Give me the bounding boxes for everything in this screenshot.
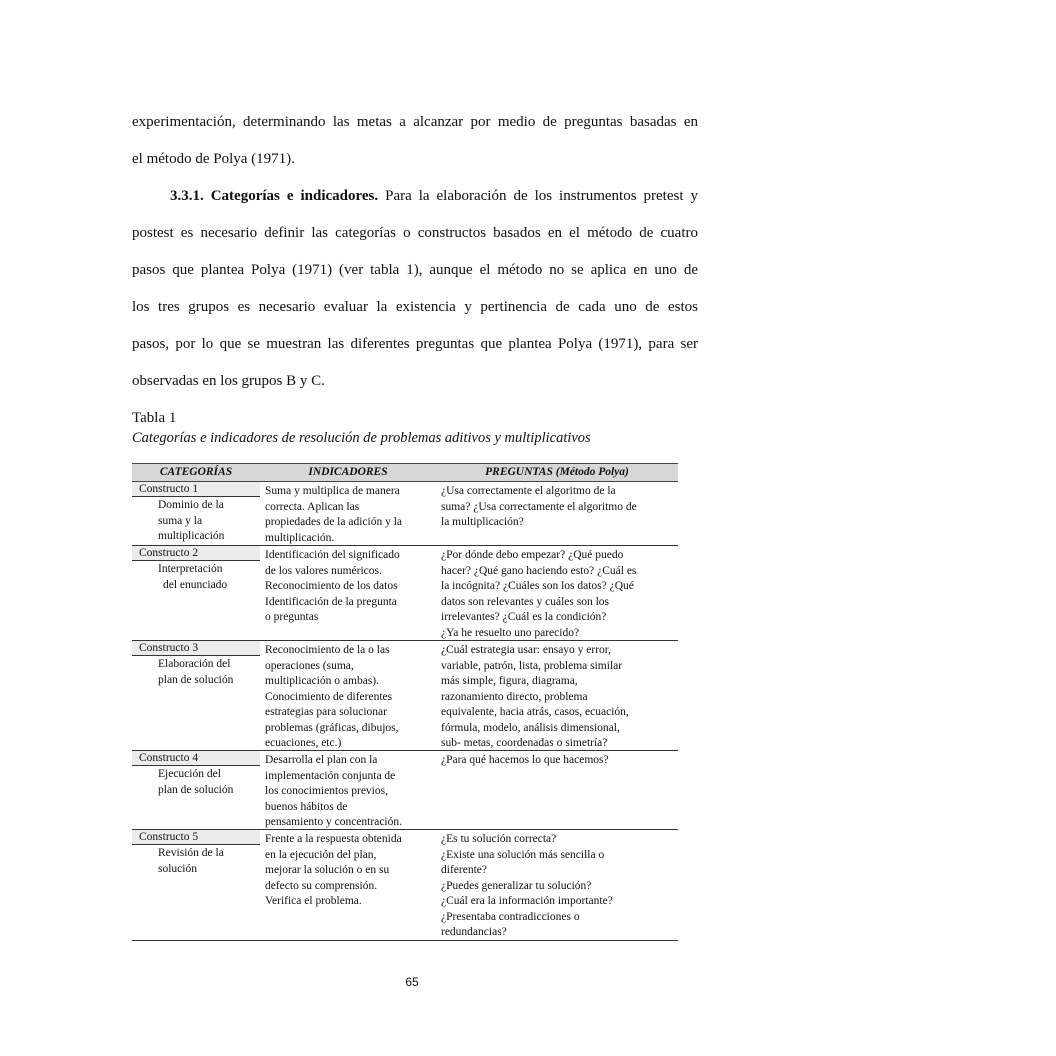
category-name-line: Ejecución del [158,768,221,780]
construct-label: Constructo 4 [132,751,260,766]
table-label: Tabla 1 [132,410,177,426]
indicator-line: en la ejecución del plan, [265,848,377,861]
category-name [132,845,258,877]
header-preguntas: PREGUNTAS (Método Polya) [485,466,629,478]
indicator-line: o preguntas [265,611,319,623]
header-indicadores: INDICADORES [308,466,388,478]
page-number: 65 [405,975,419,989]
table-header [132,463,678,482]
category-name [132,497,258,545]
indicator-cell [260,751,435,829]
category-cell [132,751,260,829]
question-line: la multiplicación? [441,516,524,528]
questions-cell [435,546,677,640]
indicator-line: correcta. Aplican las [265,500,360,513]
text-line: pasos, por lo que se muestran las diferentes preguntas que plantea Polya (1971), para ser [132,336,698,352]
question-line: ¿Cuál era la información importante? [441,895,613,907]
section-paragraph [132,178,698,400]
construct-label: Constructo 3 [132,641,260,656]
indicator-line: buenos hábitos de [265,800,348,813]
indicator-line: problemas (gráficas, dibujos, [265,721,399,734]
category-name-line: Revisión de la [158,847,224,859]
question-line: fórmula, modelo, análisis dimensional, [441,721,620,734]
category-name-line: solución [158,862,197,875]
table-row [132,545,678,640]
indicator-line: Identificación del significado [265,549,400,561]
questions-cell [435,641,677,750]
text-line: observadas en los grupos B y C. [132,373,325,389]
question-line: la incógnita? ¿Cuáles son los datos? ¿Qué [441,580,634,592]
question-line: razonamiento directo, problema [441,690,588,703]
indicator-line: de los valores numéricos. [265,564,382,577]
question-line: ¿Existe una solución más sencilla o [441,848,605,861]
construct-label: Constructo 1 [132,482,260,497]
category-cell [132,830,260,940]
categories-table [132,463,678,941]
indicator-line: Reconocimiento de la o las [265,644,390,656]
indicator-line: multiplicación o ambas). [265,675,380,687]
table-body [132,482,678,940]
table-caption: Categorías e indicadores de resolución de problemas aditivos y multiplicativos [132,430,591,446]
question-line: variable, patrón, lista, problema similar [441,659,623,672]
indicator-line: implementación conjunta de [265,769,396,782]
header-categorias: CATEGORÍAS [159,466,233,478]
question-line: ¿Ya he resuelto uno parecido? [441,626,580,639]
indicator-line: pensamiento y concentración. [265,816,402,828]
category-name-line: del enunciado [163,578,228,591]
questions-cell [435,482,677,545]
category-name [132,656,258,688]
indicator-line: multiplicación. [265,531,335,544]
indicator-cell [260,482,435,545]
indicator-line: Reconocimiento de los datos [265,580,398,592]
question-line: suma? ¿Usa correctamente el algoritmo de [441,500,637,513]
category-name-line: suma y la [158,514,203,527]
question-line: irrelevantes? ¿Cuál es la condición? [441,611,607,623]
question-line: hacer? ¿Qué gano haciendo esto? ¿Cuál es [441,564,637,577]
question-line: ¿Para qué hacemos lo que hacemos? [441,754,609,766]
text-line: pasos que plantea Polya (1971) (ver tabla 1), aunque el método no se aplica en uno de [132,262,698,278]
table-row [132,640,678,750]
table-row [132,482,678,545]
question-line: ¿Cuál estrategia usar: ensayo y error, [441,644,612,656]
text-line: el método de Polya (1971). [132,151,295,167]
indicator-line: Suma y multiplica de manera [265,485,400,497]
question-line: datos son relevantes y cuáles son los [441,595,609,608]
questions-cell [435,830,677,940]
question-line: ¿Es tu solución correcta? [441,833,557,845]
question-line: ¿Puedes generalizar tu solución? [441,879,592,892]
category-name [132,766,258,798]
indicator-line: Desarrolla el plan con la [265,754,378,766]
indicator-line: defecto su comprensión. [265,879,378,892]
indicator-line: Verifica el problema. [265,895,362,907]
question-line: sub- metas, coordenadas o simetría? [441,737,608,749]
table-row [132,750,678,829]
indicator-line: Conocimiento de diferentes [265,690,393,703]
category-cell [132,546,260,640]
category-cell [132,641,260,750]
question-line: ¿Por dónde debo empezar? ¿Qué puedo [441,549,624,561]
text-line: experimentación, determinando las metas a alcanzar por medio de preguntas basadas en [132,114,698,130]
construct-label: Constructo 2 [132,546,260,561]
section-first-line [132,178,698,215]
category-name [132,561,258,593]
table-row [132,829,678,940]
indicator-line: Frente a la respuesta obtenida [265,833,402,845]
section-first-line-text: Para la elaboración de los instrumentos pretest y [378,188,698,204]
category-name-line: plan de solución [158,783,234,796]
indicator-line: mejorar la solución o en su [265,864,390,876]
question-line: más simple, figura, diagrama, [441,675,578,687]
indicator-cell [260,830,435,940]
indicator-line: estrategias para solucionar [265,706,387,718]
questions-cell [435,751,677,829]
text-line: postest es necesario definir las categorías o constructos basados en el método de cuatro [132,225,698,241]
question-line: diferente? [441,864,487,876]
question-line: redundancias? [441,926,507,938]
category-cell [132,482,260,545]
indicator-line: Identificación de la pregunta [265,595,397,608]
intro-paragraph [132,104,698,178]
category-name-line: plan de solución [158,673,234,686]
section-heading: 3.3.1. Categorías e indicadores. [170,188,379,204]
category-name-line: Interpretación [158,563,223,575]
category-name-line: multiplicación [158,530,225,542]
indicator-cell [260,641,435,750]
indicator-line: propiedades de la adición y la [265,516,402,528]
text-line: los tres grupos es necesario evaluar la existencia y pertinencia de cada uno de estos [132,299,698,315]
category-name-line: Dominio de la [158,499,224,511]
indicator-line: los conocimientos previos, [265,785,388,797]
question-line: equivalente, hacia atrás, casos, ecuación, [441,706,629,718]
question-line: ¿Presentaba contradicciones o [441,910,580,923]
indicator-line: operaciones (suma, [265,659,354,672]
category-name-line: Elaboración del [158,658,231,670]
construct-label: Constructo 5 [132,830,260,845]
question-line: ¿Usa correctamente el algoritmo de la [441,485,616,497]
indicator-line: ecuaciones, etc.) [265,737,342,749]
indicator-cell [260,546,435,640]
